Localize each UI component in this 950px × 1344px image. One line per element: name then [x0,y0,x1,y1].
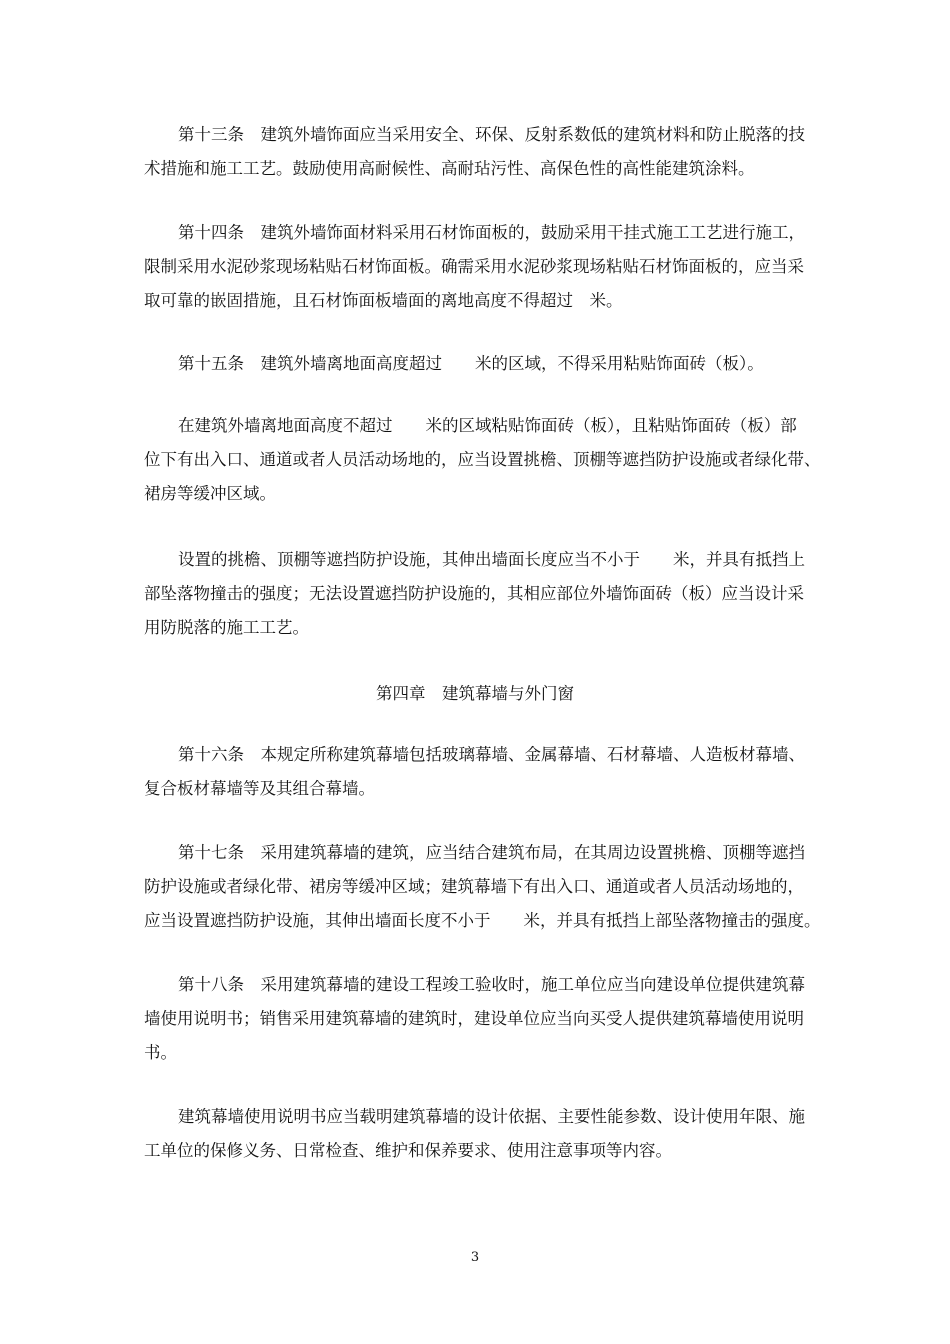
text-line: 建筑幕墙使用说明书应当载明建筑幕墙的设计依据、主要性能参数、设计使用年限、施 [178,1107,805,1126]
article-15-para-3 [144,543,810,645]
chapter-heading: 第四章 建筑幕墙与外门窗 [376,684,574,703]
text-line: 术措施和施工工艺。鼓励使用高耐候性、高耐玷污性、高保色性的高性能建筑涂料。 [144,159,755,178]
text-line: 书。 [144,1043,177,1062]
text-line: 应当设置遮挡防护设施，其伸出墙面长度不小于 米，并具有抵挡上部坠落物撞击的强度。 [144,911,821,930]
text-line: 裙房等缓冲区域。 [144,484,276,503]
text-line: 位下有出入口、通道或者人员活动场地的，应当设置挑檐、顶棚等遮挡防护设施或者绿化带、 [144,450,821,469]
text-line: 用防脱落的施工工艺。 [144,618,309,637]
text-line: 第十五条 建筑外墙离地面高度超过 米的区域，不得采用粘贴饰面砖（板）。 [178,354,764,373]
article-18-para-2 [144,1100,810,1168]
article-14 [144,216,810,318]
text-line: 设置的挑檐、顶棚等遮挡防护设施，其伸出墙面长度应当不小于 米，并具有抵挡上 [178,550,805,569]
article-13 [144,118,810,186]
text-line: 复合板材幕墙等及其组合幕墙。 [144,779,375,798]
text-line: 部坠落物撞击的强度；无法设置遮挡防护设施的，其相应部位外墙饰面砖（板）应当设计采 [144,584,804,603]
text-line: 第十四条 建筑外墙饰面材料采用石材饰面板的，鼓励采用干挂式施工工艺进行施工， [178,223,805,242]
article-16 [144,738,810,806]
article-15-para-2 [144,409,821,511]
text-line: 取可靠的嵌固措施，且石材饰面板墙面的离地高度不得超过 米。 [144,291,623,310]
page-number: 3 [470,1250,480,1265]
text-line: 第十八条 采用建筑幕墙的建设工程竣工验收时，施工单位应当向建设单位提供建筑幕 [178,975,805,994]
text-line: 限制采用水泥砂浆现场粘贴石材饰面板。确需采用水泥砂浆现场粘贴石材饰面板的，应当采 [144,257,804,276]
text-line: 第十七条 采用建筑幕墙的建筑，应当结合建筑布局，在其周边设置挑檐、顶棚等遮挡 [178,843,805,862]
text-line: 第十三条 建筑外墙饰面应当采用安全、环保、反射系数低的建筑材料和防止脱落的技 [178,125,805,144]
article-15 [144,347,810,381]
text-line: 防护设施或者绿化带、裙房等缓冲区域；建筑幕墙下有出入口、通道或者人员活动场地的， [144,877,804,896]
text-line: 第十六条 本规定所称建筑幕墙包括玻璃幕墙、金属幕墙、石材幕墙、人造板材幕墙、 [178,745,805,764]
text-line: 工单位的保修义务、日常检查、维护和保养要求、使用注意事项等内容。 [144,1141,672,1160]
text-line: 墙使用说明书；销售采用建筑幕墙的建筑时，建设单位应当向买受人提供建筑幕墙使用说明 [144,1009,804,1028]
article-17 [144,836,821,938]
text-line: 在建筑外墙离地面高度不超过 米的区域粘贴饰面砖（板），且粘贴饰面砖（板）部 [178,416,797,435]
article-18 [144,968,810,1070]
